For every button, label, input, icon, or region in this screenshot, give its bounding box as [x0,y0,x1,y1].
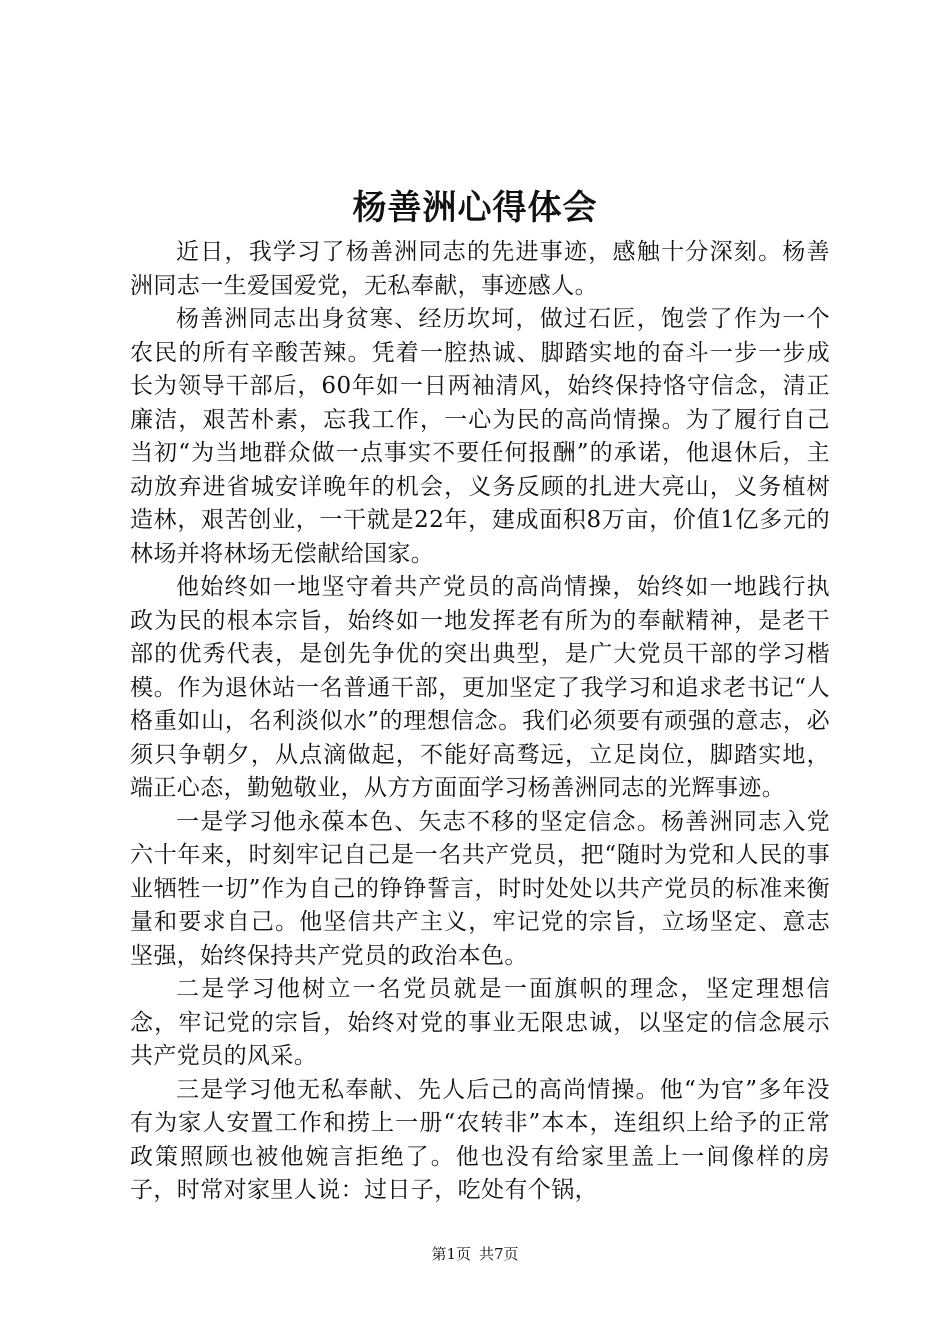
paragraph-intro: 近日，我学习了杨善洲同志的先进事迹，感触十分深刻。杨善洲同志一生爱国爱党，无私奉献，事迹感人。 [130,239,830,299]
page-footer [0,1244,950,1264]
paragraph-background: 杨善洲同志出身贫寒、经历坎坷，做过石匠，饱尝了作为一个农民的所有辛酸苦辣。凭着一腔热诚、脚踏实地的奋斗一步一步成长为领导干部后，60年如一日两袖清风，始终保持恪守信念，清正廉洁，艰苦朴素，忘我工作，一心为民的高尚情操。为了履行自己当初“为当地群众做一点事实不要任何报酬”的承诺，他退休后，主动放弃进省城安详晚年的机会，义务反顾的扎进大亮山，义务植树造林，艰苦创业，一干就是22年，建成面积8万亩，价值1亿多元的林场并将林场无偿献给国家。 [130,306,830,567]
paragraph-point-three: 三是学习他无私奉献、先人后己的高尚情操。他“为官”多年没有为家人安置工作和捞上一册“农转非”本本，连组织上给予的正常政策照顾也被他婉言拒绝了。他也没有给家里盖上一间像样的房子，时常对家里人说：过日子，吃处有个锅， [130,1076,830,1203]
paragraph-point-one: 一是学习他永葆本色、矢志不移的坚定信念。杨善洲同志入党六十年来，时刻牢记自己是一名共产党员，把“随时为党和人民的事业牺牲一切”作为自己的铮铮誓言，时时处处以共产党员的标准来衡量和要求自己。他坚信共产主义，牢记党的宗旨，立场坚定、意志坚强，始终保持共产党员的政治本色。 [130,808,830,969]
page-number: 第1页 [431,1245,471,1263]
paragraph-model: 他始终如一地坚守着共产党员的高尚情操，始终如一地践行执政为民的根本宗旨，始终如一地发挥老有所为的奉献精神，是老干部的优秀代表，是创先争优的突出典型，是广大党员干部的学习楷模。作为退休站一名普通干部，更加坚定了我学习和追求老书记“人格重如山，名利淡似水”的理想信念。我们必须要有顽强的意志，必须只争朝夕，从点滴做起，不能好高骛远，立足岗位，脚踏实地，端正心态，勤勉敬业，从方方面面学习杨善洲同志的光辉事迹。 [130,574,830,801]
document-title: 杨善洲心得体会 [352,188,598,228]
paragraph-point-two: 二是学习他树立一名党员就是一面旗帜的理念，坚定理想信念，牢记党的宗旨，始终对党的事业无限忠诚，以坚定的信念展示共产党员的风采。 [130,976,830,1069]
document-body [130,236,830,1208]
page-total: 共7页 [479,1245,519,1263]
